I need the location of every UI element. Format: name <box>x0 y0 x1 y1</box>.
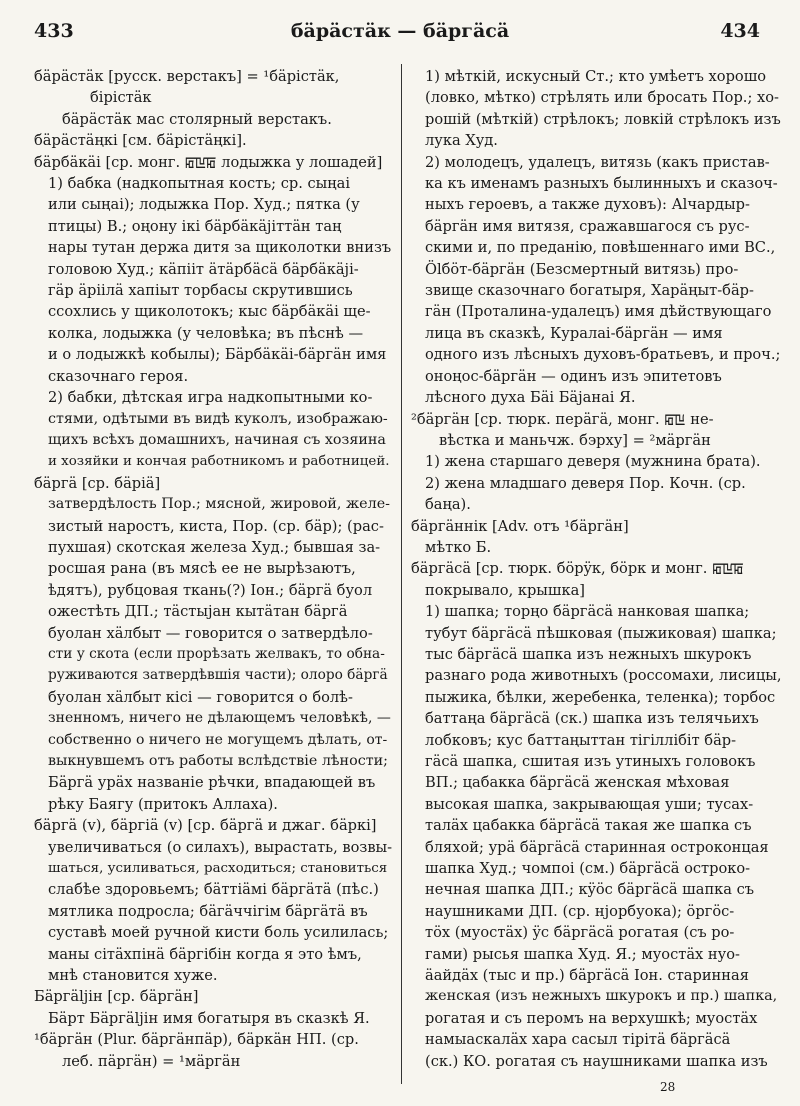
text-line: руживаются затвердѣвшiя части); олоро бäргä <box>48 667 388 684</box>
text-line: гäсä шапка, сшитая изъ утиныхъ головокъ <box>425 753 756 770</box>
text-line: наушниками ДП. (ср. нјорбуока); öргöс- <box>425 902 735 920</box>
text-line: разнаго рода животныхъ (россомахи, лисицы, <box>425 667 781 685</box>
column-divider <box>401 64 402 1084</box>
text-line: Бäргä урäх названiе рѣчки, впадающей въ <box>48 774 376 792</box>
text-line: лѣсного духа Бäi Бäјанаi Я. <box>425 389 636 407</box>
text-line: ка къ именамъ разныхъ былинныхъ и сказоч- <box>425 175 778 193</box>
text-line: ныхъ героевъ, а также духовъ): Аlчардыр- <box>425 196 750 214</box>
text-line: лица въ сказкѣ, Куралаi-бäргäн — имя <box>425 324 723 342</box>
text-line: 2) молодецъ, удалецъ, витязь (какъ пристав- <box>425 153 770 171</box>
text-line: шаться, усиливаться, расходиться; становиться <box>48 861 388 877</box>
text-line: звище сказочнаго богатыря, Харäңыт-бäр- <box>425 282 754 300</box>
text-line: баттаңа бäргäсä (ск.) шапка изъ телячьихъ <box>425 710 759 728</box>
text-line: намыаскалäх хара сасыл тiрiтä бäргäсä <box>425 1031 731 1049</box>
text-line: баңа). <box>425 496 471 514</box>
right-column <box>411 66 781 1072</box>
text-line: 1) бабка (надкопытная кость; ср. сыңаi <box>48 175 351 193</box>
text-line: увеличиваться (о силахъ), вырастать, возвы- <box>48 838 392 856</box>
text-line: рѣку Баягу (притокъ Аллаха). <box>48 795 278 813</box>
text-line: головою Худ.; кäпiiт äтäрбäсä бäрбäкäji- <box>48 260 359 278</box>
text-line: зистый наростъ, киста, Пор. (ср. бäр); (рас- <box>48 517 384 535</box>
text-line: бäрäстäк мас столярный верстакъ. <box>62 110 332 128</box>
text-line: зненномъ, ничего не дѣлающемъ человѣкѣ, — <box>48 710 391 727</box>
page-number-left: 433 <box>34 20 74 42</box>
text-line: ожестѣть ДП.; тäстыјан кытäтан бäргä <box>48 603 348 621</box>
text-line: росшая рана (въ мясѣ ее не вырѣзаютъ, <box>48 560 356 578</box>
text-line: ѣдятъ), рубцовая ткань(?) Iон.; бäргä буол <box>48 581 373 599</box>
text-line: бäргäннiк [Adv. отъ ¹бäргäн] <box>411 517 629 535</box>
running-head: бäрäстäк — бäргäсä <box>290 20 510 42</box>
signature-mark: 28 <box>660 1080 676 1094</box>
text-line: нары тутан держа дитя за щиколотки внизъ <box>48 239 392 257</box>
text-line: мнѣ становится хуже. <box>48 967 218 985</box>
text-line: пухшая) скотская железа Худ.; бывшая за- <box>48 538 381 556</box>
text-line: скими и, по преданiю, повѣшеннаго ими ВС., <box>425 239 776 257</box>
text-line: Бäрт Бäргäljiн имя богатыря въ сказкѣ Я. <box>48 1009 370 1027</box>
text-line: (ск.) КО. рогатая съ наушниками шапка изъ <box>425 1052 768 1070</box>
text-line: тыс бäргäсä шапка изъ нежныхъ шкурокъ <box>425 645 752 663</box>
text-line: покрывало, крышка] <box>425 581 586 599</box>
text-line: сти у скота (если прорѣзать желвакъ, то обна- <box>48 645 385 662</box>
text-line: рогатая и съ перомъ на верхушкѣ; муостäх <box>425 1009 758 1027</box>
text-line: 1) шапка; торңо бäргäсä нанковая шапка; <box>425 603 750 621</box>
text-line: выкнувшемъ отъ работы вслѣдствiе лѣности; <box>48 753 388 769</box>
text-line: нечная шапка ДП.; кÿöс бäргäсä шапка съ <box>425 881 755 899</box>
text-line: бäргäсä [ср. тюрк. бöрÿк, бöрк и монг. ꡂꡖꡂ <box>411 560 744 578</box>
text-line: собственно о ничего не могущемъ дѣлать, от- <box>48 731 388 748</box>
text-line: оноңос-бäргäн — одинъ изъ эпитетовъ <box>425 367 722 385</box>
text-line: ссохлись у щиколотокъ; кыс бäрбäкäi ще- <box>48 303 371 321</box>
text-line: бäргä (v), бäргiä (v) [ср. бäргä и джаг. бäркi] <box>34 817 377 835</box>
text-line: пыжика, бѣлки, жеребенка, теленка); торбос <box>425 688 776 706</box>
text-line: бäрäстäңкi [см. бäрiстäңкi]. <box>34 132 247 150</box>
text-line: äайдäх (тыс и пр.) бäргäсä Iон. старинная <box>425 967 749 985</box>
text-line: бляхой; урä бäргäсä старинная остроконцая <box>425 838 769 856</box>
text-line: ВП.; цабакка бäргäсä женская мѣховая <box>425 774 730 792</box>
text-line: шапка Худ.; чомпоi (см.) бäргäсä остроко- <box>425 860 751 878</box>
text-line: одного изъ лѣсныхъ духовъ-братьевъ, и проч.; <box>425 346 781 364</box>
text-line: рошiй (мѣткiй) стрѣлокъ; ловкiй стрѣлокъ изъ <box>425 110 781 128</box>
text-line: бäрбäкäi [ср. монг. ꡂꡖꡂ лодыжка у лошадей] <box>34 153 383 171</box>
text-line: или сыңаi); лодыжка Пор. Худ.; пятка (у <box>48 196 360 214</box>
text-line: 1) жена старшаго деверя (мужнина брата). <box>425 453 761 471</box>
text-line: высокая шапка, закрывающая уши; тусах- <box>425 795 754 813</box>
text-line: и хозяйки и кончая работникомъ и работницей. <box>48 454 390 470</box>
text-line: (ловко, мѣтко) стрѣлять или бросать Пор.; хо- <box>425 89 779 107</box>
text-line: суставѣ моей ручной кисти боль усилилась; <box>48 924 389 942</box>
text-line: женская (изъ нежныхъ шкурокъ и пр.) шапка, <box>425 988 778 1005</box>
text-line: леб. пäргäн) = ¹мäргäн <box>62 1052 241 1070</box>
text-line: мѣтко Б. <box>425 538 492 556</box>
text-line: Бäргäljiн [ср. бäргäн] <box>34 988 199 1006</box>
text-line: 1) мѣткiй, искусный Ст.; кто умѣетъ хорошо <box>425 68 767 85</box>
text-line: слабѣе здоровьемъ; бäттiäмi бäргäтä (пѣс.) <box>48 881 379 899</box>
text-line: ¹бäргäн (Plur. бäргäнпäр), бäркäн НП. (ср. <box>34 1031 359 1049</box>
text-line: и о лодыжкѣ кобылы); Бäрбäкäi-бäргäн имя <box>48 346 387 364</box>
text-line: тöх (муостäх) ÿс бäргäсä рогатая (съ ро- <box>425 924 735 942</box>
text-line: буолан хäлбыт — говорится о затвердѣло- <box>48 624 373 642</box>
text-line: гäн (Проталина-удалецъ) имя дѣйствующаго <box>425 303 772 321</box>
text-line: тубут бäргäсä пѣшковая (пыжиковая) шапка; <box>425 624 777 642</box>
text-line: талäх цабакка бäргäсä такая же шапка съ <box>425 817 752 835</box>
text-line: 2) жена младшаго деверя Пор. Кочн. (ср. <box>425 474 746 492</box>
text-line: гами) рысья шапка Худ. Я.; муостäх нуо- <box>425 945 740 963</box>
text-line: гäр äрiiлä хапiыт торбасы скрутившись <box>48 282 353 300</box>
text-line: 2) бабки, дѣтская игра надкопытными ко- <box>48 389 373 407</box>
text-line: буолан хäлбыт кiсi — говорится о болѣ- <box>48 688 353 706</box>
text-line: вѣстка и маньчж. бэрху] = ²мäргäн <box>439 431 711 449</box>
page-number-right: 434 <box>720 20 760 42</box>
left-column <box>34 66 392 1072</box>
text-line: бäрäстäк [русск. верстакъ] = ¹бäрiстäк, <box>34 68 340 85</box>
text-line: бiрiстäк <box>90 89 152 107</box>
text-line: лобковъ; кус баттаңыттан тiгiллiбiт бäр- <box>425 731 737 749</box>
text-line: стями, одѣтыми въ видѣ куколъ, изображаю- <box>48 410 388 427</box>
text-line: мятлика подросла; бäгäччiгiм бäргäтä въ <box>48 902 368 920</box>
text-line: щихъ всѣхъ домашнихъ, начиная съ хозяина <box>48 431 386 448</box>
text-line: сказочнаго героя. <box>48 367 189 385</box>
text-line: маны сiтäхпiнä бäргiбiн когда я это ѣмъ, <box>48 945 362 963</box>
text-line: затвердѣлость Пор.; мясной, жировой, желе- <box>48 496 390 513</box>
text-line: лука Худ. <box>425 132 498 150</box>
text-line: ²бäргäн [ср. тюрк. перäгä, монг. ꡂꡖ не- <box>411 410 714 428</box>
text-line: бäргä [ср. бäрiä] <box>34 474 161 492</box>
text-line: птицы) В.; оңону iкi бäрбäкäjiттäн таң <box>48 217 342 235</box>
text-line: колка, лодыжка (у человѣка; въ пѣснѣ — <box>48 324 364 342</box>
text-line: Ölбöт-бäргäн (Безсмертный витязь) про- <box>425 260 739 278</box>
text-line: бäргäн имя витязя, сражавшагося съ рус- <box>425 217 750 235</box>
